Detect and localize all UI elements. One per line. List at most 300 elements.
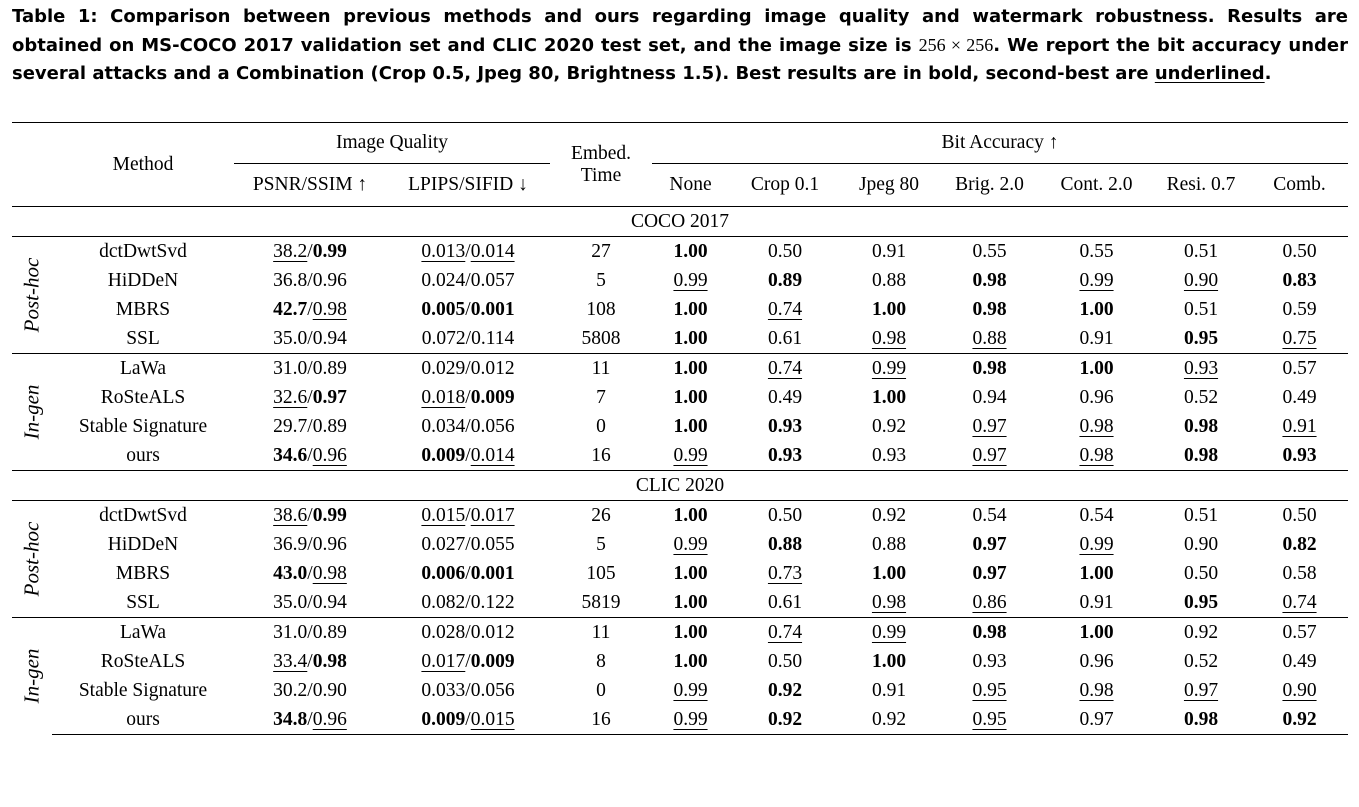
embed-time-cell: 11	[550, 354, 652, 384]
group-label: In-gen	[19, 648, 44, 704]
bit-accuracy-header: Bit Accuracy ↑	[652, 123, 1348, 164]
bit-accuracy-value: 0.99	[871, 621, 907, 643]
bit-accuracy-cell	[729, 530, 841, 559]
psnr-ssim-header: PSNR/SSIM ↑	[252, 174, 368, 195]
bit-accuracy-cell	[1151, 647, 1251, 676]
bit-accuracy-value: 0.55	[1079, 240, 1114, 262]
bit-accuracy-value: 0.92	[1282, 708, 1317, 730]
bit-accuracy-cell	[1151, 237, 1251, 267]
group-label-cell	[12, 501, 52, 618]
method-name: RoSteALS	[100, 650, 186, 672]
bit-accuracy-cell	[652, 383, 729, 412]
ssim-value: 0.94	[312, 591, 347, 613]
lpips-sifid-header: LPIPS/SIFID ↓	[408, 174, 528, 195]
bit-accuracy-cell	[1042, 559, 1151, 588]
bit-accuracy-value: 0.97	[972, 562, 1007, 584]
method-name: SSL	[126, 327, 160, 349]
bit-accuracy-cell	[652, 530, 729, 559]
bit-accuracy-cell	[1042, 618, 1151, 648]
bit-accuracy-cell	[652, 441, 729, 471]
bit-accuracy-value: 0.98	[871, 591, 907, 613]
bit-accuracy-cell	[937, 266, 1042, 295]
lpips-value: 0.082	[421, 591, 466, 613]
lpips-value: 0.018	[421, 386, 466, 408]
bit-accuracy-cell	[841, 647, 937, 676]
bit-accuracy-cell	[841, 676, 937, 705]
bit-accuracy-value: 0.52	[1183, 386, 1219, 408]
embed-time-cell: 7	[596, 386, 606, 408]
method-name: Stable Signature	[78, 679, 208, 701]
bit-accuracy-cell	[1251, 324, 1348, 354]
bit-accuracy-cell	[1251, 266, 1348, 295]
bit-accuracy-value: 0.95	[972, 708, 1007, 730]
bit-accuracy-cell	[937, 237, 1042, 267]
bit-accuracy-cell	[1251, 501, 1348, 531]
ssim-value: 0.94	[312, 327, 347, 349]
bit-accuracy-cell	[841, 530, 937, 559]
sifid-value: 0.012	[470, 357, 515, 379]
lpips-value: 0.005	[421, 298, 466, 320]
bit-accuracy-value: 0.50	[1282, 240, 1317, 262]
table-row	[12, 588, 1348, 618]
lpips-value: 0.017	[421, 650, 466, 672]
bit-accuracy-cell	[1251, 676, 1348, 705]
bit-accuracy-cell	[1151, 412, 1251, 441]
bit-accuracy-value: 0.92	[871, 708, 907, 730]
embed-time-cell: 5	[596, 533, 606, 555]
attack-header-combination: Comb.	[1273, 174, 1326, 195]
bit-accuracy-cell	[937, 383, 1042, 412]
method-name: MBRS	[115, 562, 171, 584]
bit-accuracy-value: 0.88	[871, 533, 907, 555]
table-row	[12, 559, 1348, 588]
ssim-value: 0.99	[312, 240, 347, 262]
bit-accuracy-value: 0.92	[767, 679, 803, 701]
bit-accuracy-cell	[1251, 412, 1348, 441]
bit-accuracy-cell	[841, 354, 937, 384]
lpips-sifid-cell: 0.027/0.055	[421, 533, 515, 555]
bit-accuracy-cell	[841, 501, 937, 531]
embed-time-cell: 108	[586, 298, 616, 320]
bit-accuracy-value: 0.82	[1282, 533, 1317, 555]
lpips-value: 0.029	[421, 357, 466, 379]
embed-time-cell: 0	[596, 679, 606, 701]
caption-image-size: 256 × 256	[918, 35, 994, 55]
embed-time-cell: 11	[550, 618, 652, 648]
bit-accuracy-value: 0.74	[767, 357, 803, 379]
bit-accuracy-cell	[1151, 324, 1251, 354]
embed-header-line1: Embed.	[570, 142, 632, 164]
lpips-sifid-cell: 0.082/0.122	[421, 591, 515, 613]
group-label-cell	[12, 237, 52, 354]
attack-header-contrast: Cont. 2.0	[1060, 174, 1133, 195]
bit-accuracy-cell	[1042, 501, 1151, 531]
embed-time-cell: 16	[591, 444, 611, 466]
caption-text-2: . We report the bit accuracy under several attacks and a Combination (Crop 0.5, Jpeg 80, Brightness 1.5). Best results are in bold, second-best are	[12, 35, 1349, 84]
bit-accuracy-value: 0.88	[767, 533, 803, 555]
lpips-value: 0.024	[421, 269, 466, 291]
lpips-sifid-cell: 0.072/0.114	[421, 327, 515, 349]
method-name: LaWa	[52, 618, 234, 648]
bit-accuracy-cell	[1251, 441, 1348, 471]
table-row	[12, 530, 1348, 559]
bit-accuracy-value: 0.61	[767, 591, 803, 613]
bit-accuracy-cell	[841, 559, 937, 588]
psnr-ssim-cell: 34.6/0.96	[273, 444, 347, 466]
psnr-ssim-cell: 34.8/0.96	[234, 705, 386, 735]
ssim-value: 0.98	[312, 562, 347, 584]
embed-time-cell: 5808	[581, 327, 621, 349]
method-name: SSL	[126, 591, 160, 613]
bit-accuracy-value: 0.73	[767, 562, 803, 584]
results-body	[12, 207, 1348, 735]
attack-header-crop: Crop 0.1	[750, 174, 820, 195]
lpips-value: 0.033	[421, 679, 466, 701]
sifid-value: 0.012	[470, 621, 515, 643]
psnr-ssim-cell: 30.2/0.90	[273, 679, 347, 701]
psnr-value: 33.4	[273, 650, 308, 672]
psnr-ssim-cell: 38.2/0.99	[234, 237, 386, 267]
bit-accuracy-cell	[1042, 266, 1151, 295]
psnr-value: 36.9	[273, 533, 308, 555]
lpips-value: 0.028	[421, 621, 466, 643]
lpips-sifid-cell: 0.017/0.009	[421, 650, 515, 672]
sifid-value: 0.056	[470, 679, 515, 701]
bit-accuracy-cell	[1042, 588, 1151, 618]
lpips-sifid-cell: 0.013/0.014	[386, 237, 550, 267]
bit-accuracy-value: 1.00	[673, 562, 708, 584]
caption-text-1: Table 1: Comparison between previous methods and ours regarding image quality and watermark robustness. Results are obtained on MS-COCO 2017 validation set and CLIC 2020 test set, and the image size is	[12, 6, 1348, 56]
method-name: HiDDeN	[107, 533, 179, 555]
psnr-value: 32.6	[273, 386, 308, 408]
bit-accuracy-cell	[729, 705, 841, 735]
table-row	[12, 412, 1348, 441]
bit-accuracy-value: 0.98	[871, 327, 907, 349]
lpips-sifid-cell: 0.018/0.009	[421, 386, 515, 408]
table-caption	[12, 3, 1348, 88]
psnr-ssim-cell: 31.0/0.89	[234, 618, 386, 648]
bit-accuracy-cell	[729, 266, 841, 295]
ssim-value: 0.98	[312, 298, 347, 320]
bit-accuracy-cell	[1251, 295, 1348, 324]
bit-accuracy-value: 0.93	[972, 650, 1007, 672]
bit-accuracy-cell	[729, 324, 841, 354]
embed-time-cell: 5819	[581, 591, 621, 613]
table-row	[12, 295, 1348, 324]
bit-accuracy-cell	[937, 588, 1042, 618]
ssim-value: 0.96	[312, 533, 347, 555]
bit-accuracy-cell	[652, 705, 729, 735]
bit-accuracy-value: 0.93	[1282, 444, 1317, 466]
table-row	[12, 354, 1348, 384]
bit-accuracy-value: 0.98	[972, 269, 1007, 291]
bit-accuracy-cell	[1151, 441, 1251, 471]
bit-accuracy-cell	[729, 588, 841, 618]
bit-accuracy-cell	[841, 383, 937, 412]
bit-accuracy-value: 0.93	[767, 415, 803, 437]
lpips-sifid-cell: 0.015/0.017	[386, 501, 550, 531]
bit-accuracy-cell	[1042, 383, 1151, 412]
bit-accuracy-cell	[1042, 441, 1151, 471]
embed-time-cell: 0	[596, 415, 606, 437]
embed-time-cell: 8	[596, 650, 606, 672]
bit-accuracy-cell	[937, 441, 1042, 471]
embed-time-cell: 26	[550, 501, 652, 531]
group-label: Post-hoc	[19, 521, 44, 597]
embed-time-cell: 105	[586, 562, 616, 584]
bit-accuracy-cell	[937, 295, 1042, 324]
lpips-value: 0.009	[421, 708, 466, 730]
sifid-value: 0.056	[470, 415, 515, 437]
bit-accuracy-cell	[1151, 588, 1251, 618]
method-name: Stable Signature	[78, 415, 208, 437]
bit-accuracy-cell	[1151, 618, 1251, 648]
bit-accuracy-cell	[1251, 559, 1348, 588]
bit-accuracy-cell	[652, 412, 729, 441]
bit-accuracy-value: 0.98	[1079, 679, 1114, 701]
bit-accuracy-value: 0.98	[1183, 708, 1219, 730]
psnr-value: 38.2	[273, 240, 308, 262]
bit-accuracy-value: 0.98	[1183, 444, 1219, 466]
bit-accuracy-value: 0.97	[972, 444, 1007, 466]
bit-accuracy-value: 0.89	[767, 269, 803, 291]
lpips-sifid-cell: 0.005/0.001	[421, 298, 515, 320]
bit-accuracy-cell	[841, 588, 937, 618]
bit-accuracy-value: 0.95	[1183, 327, 1219, 349]
psnr-ssim-cell: 42.7/0.98	[273, 298, 347, 320]
table-row	[12, 618, 1348, 648]
sifid-value: 0.015	[470, 708, 515, 730]
psnr-value: 34.6	[273, 444, 308, 466]
bit-accuracy-value: 1.00	[673, 415, 708, 437]
bit-accuracy-cell	[652, 324, 729, 354]
results-table	[12, 122, 1348, 735]
method-name: LaWa	[52, 354, 234, 384]
table-row	[12, 237, 1348, 267]
psnr-value: 31.0	[273, 357, 308, 379]
sifid-value: 0.057	[470, 269, 515, 291]
bit-accuracy-value: 0.93	[871, 444, 907, 466]
psnr-value: 38.6	[273, 504, 308, 526]
bit-accuracy-value: 0.96	[1079, 650, 1114, 672]
psnr-ssim-cell: 31.0/0.89	[234, 354, 386, 384]
bit-accuracy-value: 0.91	[871, 679, 907, 701]
lpips-value: 0.013	[421, 240, 466, 262]
attack-header-brightness: Brig. 2.0	[955, 174, 1024, 195]
bit-accuracy-cell	[1151, 501, 1251, 531]
bit-accuracy-value: 0.55	[972, 240, 1007, 262]
dataset-title: COCO 2017	[12, 207, 1348, 237]
psnr-ssim-cell: 36.9/0.96	[273, 533, 347, 555]
bit-accuracy-cell	[729, 618, 841, 648]
bit-accuracy-cell	[1251, 354, 1348, 384]
bit-accuracy-cell	[1251, 647, 1348, 676]
table-row	[12, 441, 1348, 471]
bit-accuracy-cell	[1251, 588, 1348, 618]
bit-accuracy-cell	[729, 676, 841, 705]
attack-header-none: None	[669, 174, 712, 195]
method-name: MBRS	[115, 298, 171, 320]
bit-accuracy-value: 0.99	[673, 679, 708, 701]
psnr-value: 35.0	[273, 327, 308, 349]
bit-accuracy-value: 0.99	[1079, 533, 1114, 555]
ssim-value: 0.96	[312, 444, 347, 466]
bit-accuracy-value: 1.00	[673, 240, 708, 262]
bit-accuracy-value: 0.96	[1079, 386, 1114, 408]
bit-accuracy-cell	[652, 559, 729, 588]
bit-accuracy-value: 0.74	[767, 298, 803, 320]
bit-accuracy-cell	[652, 647, 729, 676]
bit-accuracy-value: 1.00	[1079, 298, 1114, 320]
psnr-ssim-cell: 35.0/0.94	[273, 327, 347, 349]
bit-accuracy-value: 0.61	[767, 327, 803, 349]
psnr-value: 30.2	[273, 679, 308, 701]
bit-accuracy-cell	[1151, 676, 1251, 705]
bit-accuracy-value: 0.74	[767, 621, 803, 643]
bit-accuracy-value: 1.00	[871, 386, 907, 408]
ssim-value: 0.98	[312, 650, 347, 672]
bit-accuracy-cell	[652, 295, 729, 324]
bit-accuracy-cell	[652, 237, 729, 267]
psnr-value: 31.0	[273, 621, 308, 643]
bit-accuracy-cell	[1251, 237, 1348, 267]
bit-accuracy-cell	[937, 354, 1042, 384]
bit-accuracy-value: 0.92	[1183, 621, 1219, 643]
dataset-title: CLIC 2020	[12, 471, 1348, 501]
ssim-value: 0.99	[312, 504, 347, 526]
lpips-value: 0.034	[421, 415, 466, 437]
bit-accuracy-cell	[729, 295, 841, 324]
ssim-value: 0.89	[312, 621, 347, 643]
bit-accuracy-value: 0.59	[1282, 298, 1317, 320]
bit-accuracy-cell	[937, 324, 1042, 354]
group-label-cell	[12, 354, 52, 471]
psnr-ssim-cell: 43.0/0.98	[273, 562, 347, 584]
bit-accuracy-value: 0.54	[1079, 504, 1114, 526]
bit-accuracy-value: 0.95	[972, 679, 1007, 701]
bit-accuracy-value: 0.83	[1282, 269, 1317, 291]
bit-accuracy-cell	[652, 354, 729, 384]
bit-accuracy-value: 0.91	[871, 240, 907, 262]
bit-accuracy-value: 1.00	[673, 621, 708, 643]
sifid-value: 0.017	[470, 504, 515, 526]
psnr-ssim-cell: 35.0/0.94	[273, 591, 347, 613]
bit-accuracy-value: 1.00	[871, 562, 907, 584]
lpips-sifid-cell: 0.033/0.056	[421, 679, 515, 701]
bit-accuracy-value: 0.74	[1282, 591, 1317, 613]
bit-accuracy-cell	[1251, 618, 1348, 648]
bit-accuracy-cell	[1151, 354, 1251, 384]
group-label: Post-hoc	[19, 257, 44, 333]
bit-accuracy-cell	[841, 237, 937, 267]
bit-accuracy-cell	[841, 324, 937, 354]
method-name: dctDwtSvd	[52, 501, 234, 531]
bit-accuracy-value: 0.51	[1183, 240, 1219, 262]
bit-accuracy-cell	[1151, 530, 1251, 559]
bit-accuracy-cell	[1042, 295, 1151, 324]
bit-accuracy-value: 0.51	[1183, 298, 1219, 320]
sifid-value: 0.009	[470, 650, 515, 672]
bit-accuracy-value: 0.88	[871, 269, 907, 291]
table-row	[12, 266, 1348, 295]
bit-accuracy-value: 0.99	[871, 357, 907, 379]
bit-accuracy-cell	[1042, 324, 1151, 354]
bit-accuracy-value: 0.97	[1079, 708, 1114, 730]
bit-accuracy-value: 0.99	[673, 269, 708, 291]
table-row	[12, 501, 1348, 531]
sifid-value: 0.114	[471, 327, 515, 349]
sifid-value: 0.122	[470, 591, 515, 613]
psnr-ssim-cell: 29.7/0.89	[273, 415, 347, 437]
bit-accuracy-value: 0.51	[1183, 504, 1219, 526]
bit-accuracy-cell	[1042, 647, 1151, 676]
lpips-sifid-cell: 0.009/0.014	[421, 444, 515, 466]
bit-accuracy-cell	[1151, 705, 1251, 735]
caption-underlined-word: underlined	[1154, 63, 1265, 84]
psnr-value: 29.7	[273, 415, 308, 437]
bit-accuracy-value: 0.50	[1183, 562, 1219, 584]
attack-header-resize: Resi. 0.7	[1166, 174, 1236, 195]
caption-text-3: .	[1264, 63, 1272, 84]
group-label-cell	[12, 618, 52, 735]
ssim-value: 0.97	[312, 386, 347, 408]
lpips-sifid-cell: 0.006/0.001	[421, 562, 515, 584]
bit-accuracy-value: 1.00	[673, 650, 708, 672]
bit-accuracy-cell	[729, 383, 841, 412]
bit-accuracy-value: 0.90	[1282, 679, 1317, 701]
bit-accuracy-value: 0.92	[871, 415, 907, 437]
bit-accuracy-value: 0.91	[1079, 591, 1114, 613]
lpips-sifid-cell: 0.034/0.056	[421, 415, 515, 437]
psnr-value: 42.7	[273, 298, 308, 320]
bit-accuracy-cell	[729, 441, 841, 471]
bit-accuracy-value: 1.00	[673, 504, 708, 526]
bit-accuracy-value: 1.00	[673, 298, 708, 320]
bit-accuracy-value: 0.49	[767, 386, 803, 408]
method-name: dctDwtSvd	[52, 237, 234, 267]
lpips-sifid-cell: 0.029/0.012	[386, 354, 550, 384]
ssim-value: 0.90	[312, 679, 347, 701]
bit-accuracy-value: 1.00	[1079, 357, 1114, 379]
bit-accuracy-value: 0.75	[1282, 327, 1317, 349]
bit-accuracy-value: 0.50	[767, 240, 803, 262]
bit-accuracy-cell	[937, 530, 1042, 559]
bit-accuracy-value: 0.98	[1079, 444, 1114, 466]
bit-accuracy-value: 1.00	[673, 591, 708, 613]
bit-accuracy-value: 1.00	[1079, 621, 1114, 643]
bit-accuracy-value: 0.98	[972, 298, 1007, 320]
bit-accuracy-value: 0.97	[972, 533, 1007, 555]
bit-accuracy-cell	[1151, 266, 1251, 295]
bit-accuracy-value: 1.00	[871, 298, 907, 320]
bit-accuracy-value: 0.93	[767, 444, 803, 466]
table-row	[12, 705, 1348, 735]
lpips-value: 0.072	[421, 327, 466, 349]
bit-accuracy-value: 0.88	[972, 327, 1007, 349]
bit-accuracy-cell	[652, 618, 729, 648]
sifid-value: 0.001	[470, 298, 515, 320]
bit-accuracy-value: 0.86	[972, 591, 1007, 613]
bit-accuracy-cell	[1251, 530, 1348, 559]
attack-header-jpeg: Jpeg 80	[858, 174, 920, 195]
bit-accuracy-value: 0.92	[871, 504, 907, 526]
ssim-value: 0.89	[312, 415, 347, 437]
bit-accuracy-cell	[1042, 237, 1151, 267]
bit-accuracy-cell	[841, 705, 937, 735]
bit-accuracy-value: 0.99	[673, 533, 708, 555]
table-row	[12, 676, 1348, 705]
bit-accuracy-value: 0.97	[972, 415, 1007, 437]
